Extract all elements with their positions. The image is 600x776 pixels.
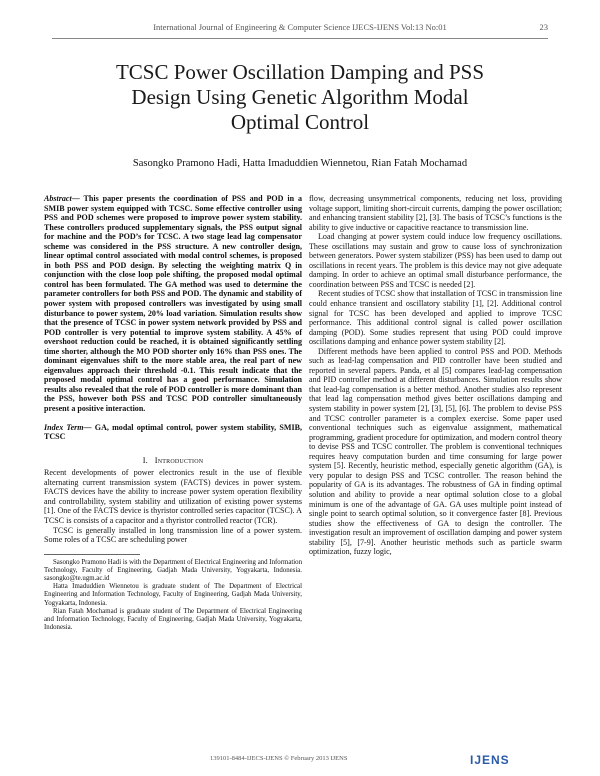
page-number: 23 (539, 22, 548, 32)
index-terms-text: GA, modal optimal control, power system stability, SMIB, TCSC (44, 422, 302, 442)
section-title: Introduction (154, 455, 204, 465)
paragraph: flow, decreasing unsymmetrical components, reducing net loss, providing voltage support, limiting short-circuit currents, damping the power oscillation; and enhancing transient stability [2], [3]. The basis of TCSC’s functions is the ability to give inductive or capacitive reactance to transmission line. (309, 194, 562, 232)
index-terms-label: Index Term— (44, 422, 92, 432)
index-terms (44, 423, 302, 442)
title-line: Optimal Control (230, 110, 370, 134)
footer-code: 139101-8484-IJECS-IJENS © February 2013 IJENS (210, 755, 348, 762)
title-line: TCSC Power Oscillation Damping and PSS (115, 60, 485, 84)
footnote: Rian Fatah Mochamad is graduate student of The Department of Electrical Engineering and Information Technology, Faculty of Engineering, Gadjah Mada University, Yogyakarta, Indonesia. (44, 607, 302, 632)
running-header (20, 22, 580, 36)
right-column (309, 194, 562, 557)
header-rule (52, 38, 548, 39)
journal-name: International Journal of Engineering & Computer Science IJECS-IJENS Vol:13 No:01 (153, 22, 447, 32)
paragraph: Different methods have been applied to control PSS and POD. Methods such as lead-lag compensation and PID controller have been studied and reported in several papers. Panda, et al [5] compares lead-lag compensation and PID controller method at different disturbances. Simulation results show that lead-lag compensation is a better method. Another studies also represent that lead lag compensation method gives better oscillations damping and system stability in power system [2], [3], [5], [6]. The problem to devise PSS and TCSC controller parameter is a complex exercise. Some paper used conventional techniques such as eigenvalue assignment, mathematical programming, gradient procedure for optimization, and modern control theory to devise PSS and TCSC controller. The problem is conventional techniques requires heavy computation burden and time consuming for large power system [5]. Recently, heuristic method, especially genetic algorithm (GA), is very popular to design PSS and TCSC controller. The reason behind the popularity of GA is its advantages. The robustness of GA in finding optimal solution and ability to provide a near optimal solution close to a global minimum is one of the advantage of GA. GA uses multiple point instead of single point to search optimal solution, so it convergence faster [8]. Previous studies show the effectiveness of GA to design the controller. The investigation result an improvement of oscillation damping and power system stability [5], [7-9]. Another heuristic methods such as particle swarm optimization, fuzzy logic, (309, 346, 562, 557)
section-heading (44, 456, 302, 466)
ijens-logo: IJENS (470, 753, 510, 767)
paragraph: Load changing at power system could induce low frequency oscillations. These oscillations may sustain and grow to cause loss of synchronization between generators. Power system stabilizer (PSS) has been used to damp out oscillations in recent years. The problem is this device may not give adequate damping. In order to achieve an optimal small disturbance performance, the coordination between PSS and TCSC is needed [2]. (309, 232, 562, 289)
paragraph: Recent developments of power electronics result in the use of flexible alternating current transmission system (FACTS) devices in power system. FACTS devices have the ability to increase power system operation flexibility and controllability, system stability and utilization of existing power systems [1]. One of the FACTS device is thyristor controlled series capacitor (TCSC). A TCSC is consists of a capacitor and a thyristor controlled reactor (TCR). (44, 468, 302, 525)
footnote: Hatta Imaduddien Wiennetou is graduate student of The Department of Electrical Engineering and Information Technology, Faculty of Engineering, Gadjah Mada University, Yogyakarta, Indonesia. (44, 583, 302, 607)
paragraph: TCSC is generally installed in long transmission line of a power system. Some roles of a TCSC are scheduling power (44, 525, 302, 545)
abstract-label: Abstract— (44, 194, 80, 203)
abstract (44, 194, 302, 414)
left-column (44, 194, 302, 632)
footnote: Sasongko Pramono Hadi is with the Department of Electrical Engineering and Information Technology, Faculty of Engineering, Gadjah Mada University, Yogyakarta, Indonesia. sasongko@te.ugm.ac.id (44, 558, 302, 582)
footnote-rule (44, 554, 140, 555)
abstract-text: This paper presents the coordination of PSS and POD in a SMIB power system equipped with TCSC. Some effective controller using PSS and POD schemes were proposed to improve power system stability. These controllers produced supplementary signals, the PSS output signal for machine and the POD’s for TCSC. A two stage lead lag compensator scheme was considered in the PSS structure. A new controller design, linear optimal control associated with modal control schemes, is proposed in both PSS and POD design. By selecting the weighting matrix Q in conjunction with the close loop pole shifting, the proposed modal optimal control has been formulated. The GA method was used to determine the parameter controllers for both PSS and POD. The dynamic and stability of power system with proposed controllers was investigated by using small disturbance to power system, 20% load variation. Simulation results show that the presence of TCSC in power system network provided by PSS and POD controller is very potential to improve system stability. A 45% of overshoot reduction could be reached, it is obtained significantly settling time shorter, although the MO POD shorter only 16% than PSS ones. The dominant eigenvalues shift to the more stable area, the real part of new eigenvalues approach their threshold -0.1. This result indicate that the proposed modal optimal control has a good performance. Simulation results also revealed that the role of POD controller is more dominant than the PSS, however both PSS and TCSC POD controller simultaneously present a positive interaction. (44, 194, 302, 414)
page-footer (0, 753, 600, 765)
section-number: I. (142, 455, 148, 465)
paragraph: Recent studies of TCSC show that installation of TCSC in transmission line could enhance transient and oscillatory stability [1], [2]. Additional control signal for TCSC has been developed and applied to improve TCSC performance. This additional control signal is called power oscillation damping (POD). Some studies represent that using POD could improve oscillations damping and enhance power system stability [2]. (309, 289, 563, 347)
paper-title (50, 60, 550, 135)
title-line: Design Using Genetic Algorithm Modal (131, 85, 469, 109)
author-list: Sasongko Pramono Hadi, Hatta Imaduddien Wiennetou, Rian Fatah Mochamad (132, 158, 468, 169)
